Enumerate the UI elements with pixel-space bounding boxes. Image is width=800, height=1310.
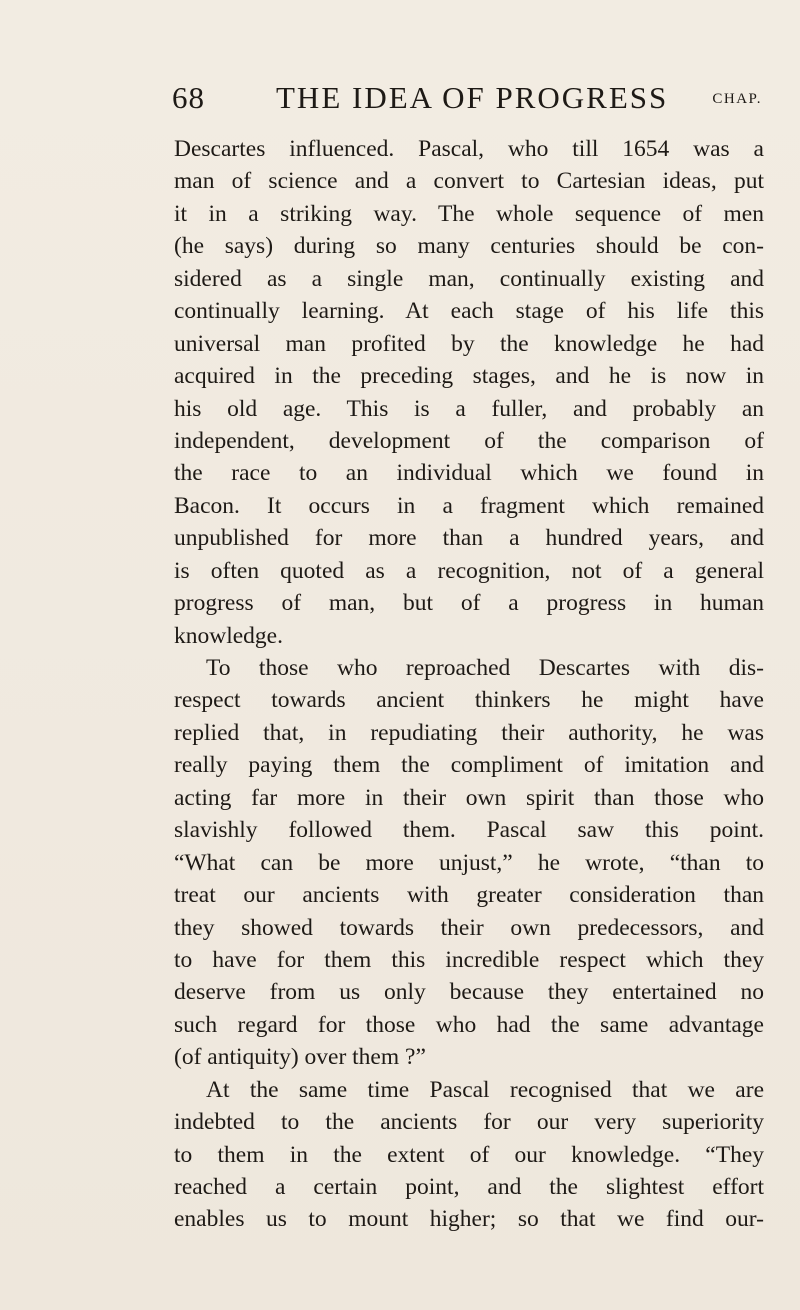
text-line: replied that, in repudiating their authority, he was xyxy=(174,719,764,746)
running-header xyxy=(172,78,762,118)
text-line: (of antiquity) over them ?” xyxy=(174,1044,426,1071)
text-line: really paying them the compliment of imitation and xyxy=(174,752,764,779)
text-line: treat our ancients with greater consideration than xyxy=(174,882,764,909)
text-line: man of science and a convert to Cartesian ideas, put xyxy=(174,168,764,195)
text-line: unpublished for more than a hundred years, and xyxy=(174,525,764,552)
text-line: to them in the extent of our knowledge. “They xyxy=(174,1141,764,1168)
text-line: it in a striking way. The whole sequence of men xyxy=(174,200,764,227)
text-line: the race to an individual which we found in xyxy=(174,460,764,487)
running-title: THE IDEA OF PROGRESS xyxy=(276,80,669,115)
text-line: is often quoted as a recognition, not of a general xyxy=(174,557,764,584)
text-line: respect towards ancient thinkers he might have xyxy=(174,687,764,714)
page-number: 68 xyxy=(172,80,205,115)
text-line: Descartes influenced. Pascal, who till 1654 was a xyxy=(174,136,764,162)
text-line: To those who reproached Descartes with dis- xyxy=(206,655,764,681)
text-line: to have for them this incredible respect which they xyxy=(174,946,764,973)
text-line: progress of man, but of a progress in human xyxy=(174,590,764,617)
text-line: (he says) during so many centuries should be con- xyxy=(174,233,764,260)
text-line: independent, development of the comparison of xyxy=(174,427,764,454)
text-line: enables us to mount higher; so that we find our- xyxy=(174,1206,764,1233)
text-line: acting far more in their own spirit than those who xyxy=(174,784,764,811)
text-line: continually learning. At each stage of his life this xyxy=(174,298,764,325)
text-line: his old age. This is a fuller, and probably an xyxy=(174,395,764,422)
text-line: they showed towards their own predecessors, and xyxy=(174,914,764,941)
text-line: sidered as a single man, continually existing and xyxy=(174,265,764,292)
text-line: such regard for those who had the same advantage xyxy=(174,1011,764,1038)
text-line: “What can be more unjust,” he wrote, “than to xyxy=(174,849,764,876)
text-line: universal man profited by the knowledge he had xyxy=(174,330,764,357)
text-line: acquired in the preceding stages, and he is now in xyxy=(174,363,764,390)
text-line: slavishly followed them. Pascal saw this point. xyxy=(174,817,764,844)
text-line: knowledge. xyxy=(174,622,283,649)
text-line: indebted to the ancients for our very superiority xyxy=(174,1109,764,1136)
chapter-abbreviation: CHAP. xyxy=(712,91,762,107)
text-line: deserve from us only because they entertained no xyxy=(174,979,764,1006)
body-text xyxy=(174,133,764,1236)
text-line: At the same time Pascal recognised that we are xyxy=(206,1076,764,1103)
text-line: Bacon. It occurs in a fragment which remained xyxy=(174,492,764,519)
text-line: reached a certain point, and the slightest effort xyxy=(174,1174,764,1200)
